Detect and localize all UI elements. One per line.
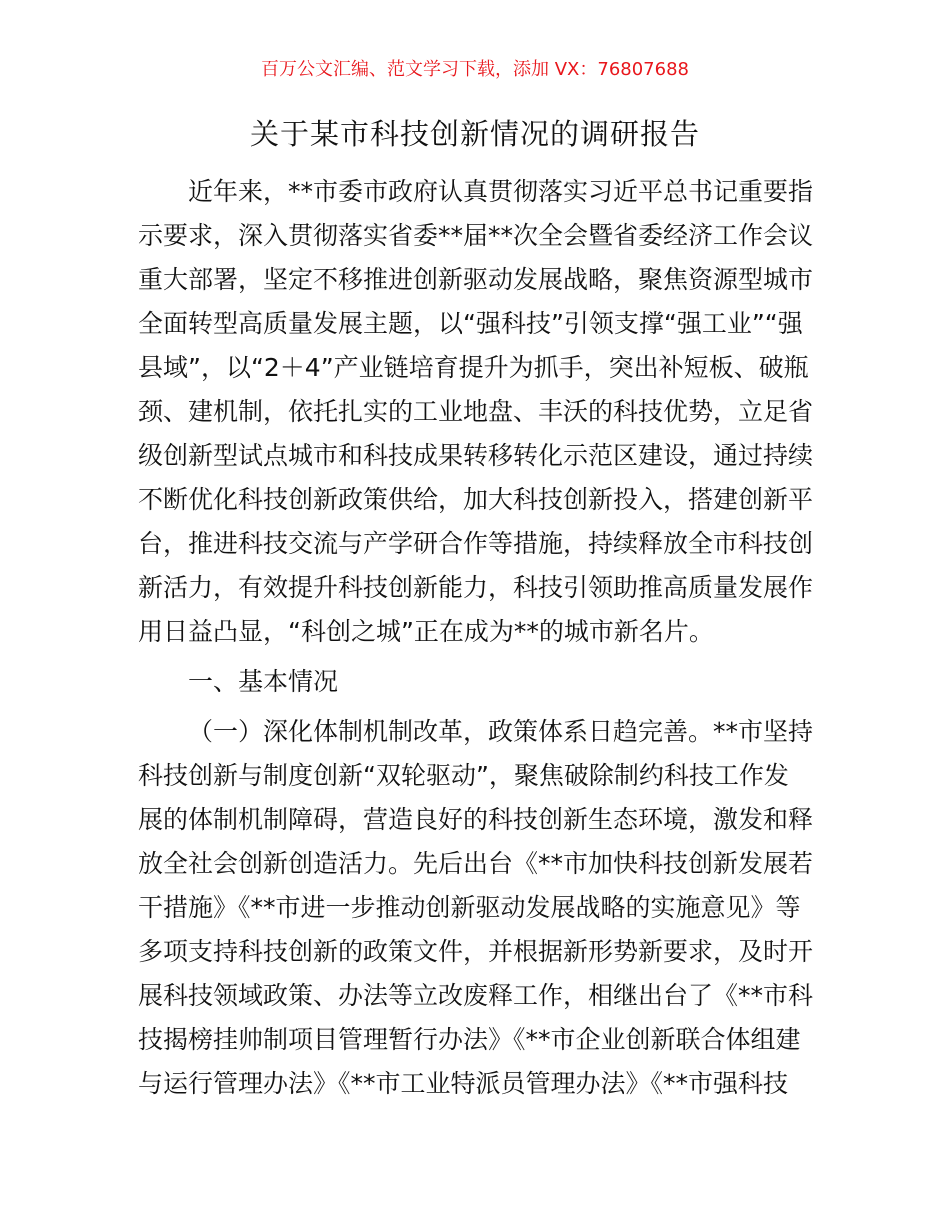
intro-line: 台，推进科技交流与产学研合作等措施，持续释放全市科技创 (138, 529, 814, 558)
section1-line: 干措施》《**市进一步推动创新驱动发展战略的实施意见》等 (138, 893, 801, 922)
section1-line: 技揭榜挂帅制项目管理暂行办法》《**市企业创新联合体组建 (138, 1025, 801, 1054)
section1-line: 与运行管理办法》《**市工业特派员管理办法》《**市强科技 (138, 1069, 789, 1098)
section1-line: 放全社会创新创造活力。先后出台《**市加快科技创新发展若 (138, 849, 814, 878)
section-heading: 一、基本情况 (188, 667, 339, 696)
section1-line: （一）深化体制机制改革，政策体系日趋完善。**市坚持 (188, 717, 814, 746)
intro-line: 全面转型高质量发展主题，以“强科技”引领支撑“强工业”“强 (138, 309, 803, 338)
intro-line: 颈、建机制，依托扎实的工业地盘、丰沃的科技优势，立足省 (138, 397, 814, 426)
intro-line: 县域”，以“2＋4”产业链培育提升为抓手，突出补短板、破瓶 (138, 353, 809, 382)
intro-line: 示要求，深入贯彻落实省委**届**次全会暨省委经济工作会议 (138, 221, 814, 250)
intro-line: 近年来，**市委市政府认真贯彻落实习近平总书记重要指 (188, 177, 814, 206)
section1-line: 科技创新与制度创新“双轮驱动”，聚焦破除制约科技工作发 (138, 761, 789, 790)
section1-line: 多项支持科技创新的政策文件，并根据新形势新要求，及时开 (138, 937, 814, 966)
intro-line: 用日益凸显，“科创之城”正在成为**的城市新名片。 (138, 617, 714, 646)
intro-line: 新活力，有效提升科技创新能力，科技引领助推高质量发展作 (138, 573, 814, 602)
section1-line: 展的体制机制障碍，营造良好的科技创新生态环境，激发和释 (138, 805, 814, 834)
document-title: 关于某市科技创新情况的调研报告 (249, 117, 700, 151)
header-watermark-note: 百万公文汇编、范文学习下载，添加 VX：76807688 (261, 59, 689, 80)
intro-line: 重大部署，坚定不移推进创新驱动发展战略，聚焦资源型城市 (138, 265, 814, 294)
intro-line: 级创新型试点城市和科技成果转移转化示范区建设，通过持续 (138, 441, 814, 470)
section1-line: 展科技领域政策、办法等立改废释工作，相继出台了《**市科 (138, 981, 814, 1010)
intro-line: 不断优化科技创新政策供给，加大科技创新投入，搭建创新平 (138, 485, 814, 514)
